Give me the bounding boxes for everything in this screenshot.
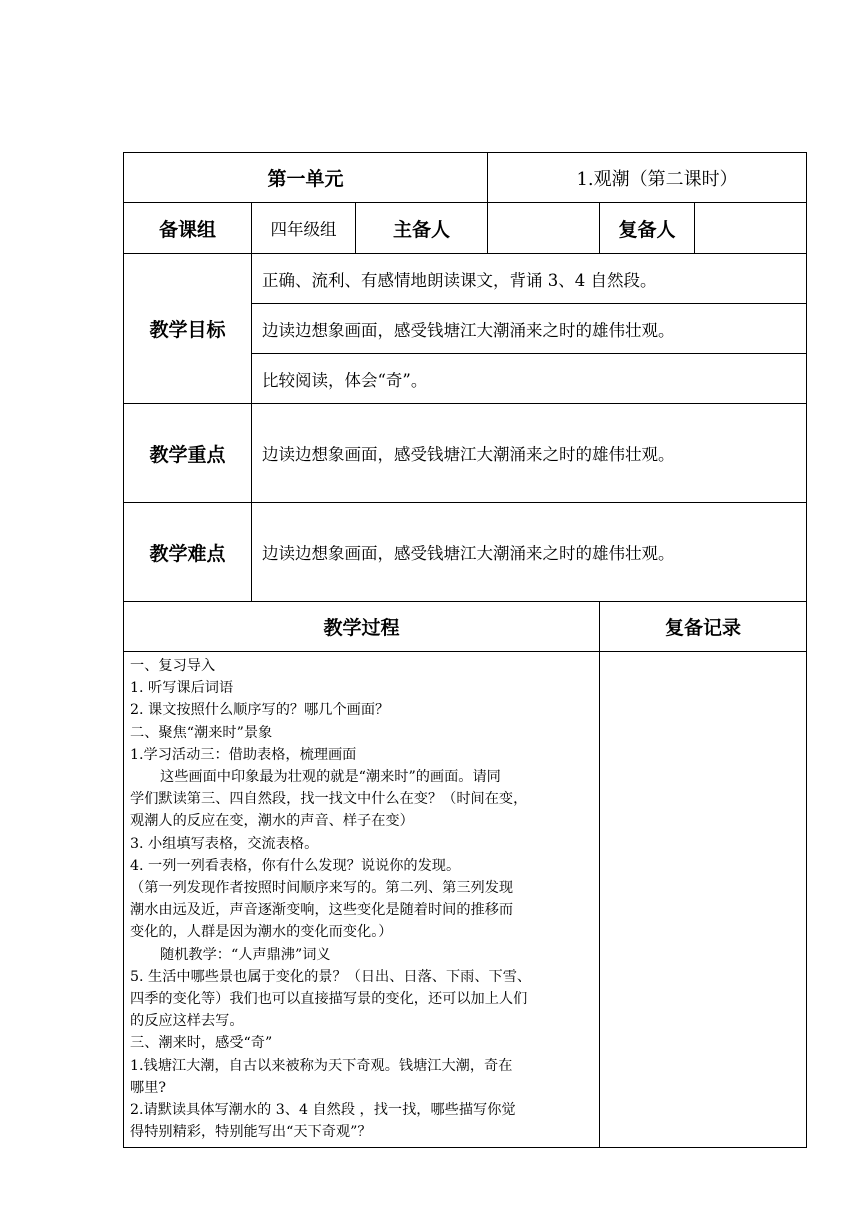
difficulty-row bbox=[124, 503, 807, 602]
key-point-text: 边读边想象画面，感受钱塘江大潮涌来之时的雄伟壮观。 bbox=[252, 404, 807, 503]
goal-item: 边读边想象画面，感受钱塘江大潮涌来之时的雄伟壮观。 bbox=[252, 304, 807, 354]
process-line: 这些画面中印象最为壮观的就是“潮来时”的画面。请同 bbox=[160, 769, 501, 786]
notes-content bbox=[600, 652, 807, 1148]
process-label: 教学过程 bbox=[124, 602, 600, 652]
header-row bbox=[124, 153, 807, 203]
process-line: 一、复习导入 bbox=[130, 658, 216, 674]
process-line: 三、潮来时，感受“奇” bbox=[130, 1035, 273, 1052]
group-label: 备课组 bbox=[124, 203, 252, 254]
unit-title: 第一单元 bbox=[124, 153, 488, 203]
process-line: 的反应这样去写。 bbox=[130, 1013, 244, 1030]
staff-row bbox=[124, 203, 807, 254]
process-line: 1.学习活动三：借助表格，梳理画面 bbox=[130, 746, 357, 763]
process-body-row bbox=[124, 652, 807, 1148]
goal-row-1 bbox=[124, 254, 807, 304]
reviewer-label: 复备人 bbox=[600, 203, 695, 254]
process-line: （第一列发现作者按照时间顺序来写的。第二列、第三列发现 bbox=[130, 880, 514, 897]
process-content bbox=[124, 652, 600, 1148]
goal-item: 比较阅读，体会“奇”。 bbox=[252, 354, 807, 404]
process-line: 哪里? bbox=[130, 1079, 166, 1096]
process-line: 学们默读第三、四自然段，找一找文中什么在变？（时间在变， bbox=[130, 791, 528, 808]
process-line: 随机教学：“人声鼎沸”词义 bbox=[160, 946, 331, 963]
goals-label: 教学目标 bbox=[124, 254, 252, 404]
process-line: 4. 一列一列看表格，你有什么发现？说说你的发现。 bbox=[130, 857, 461, 874]
process-line: 潮水由远及近，声音逐渐变响，这些变化是随着时间的推移而 bbox=[130, 902, 514, 919]
process-line: 1.钱塘江大潮，自古以来被称为天下奇观。钱塘江大潮，奇在 bbox=[130, 1057, 513, 1074]
process-line: 观潮人的反应在变，潮水的声音、样子在变） bbox=[130, 813, 414, 830]
difficulty-label: 教学难点 bbox=[124, 503, 252, 602]
notes-label: 复备记录 bbox=[600, 602, 807, 652]
reviewer-value bbox=[695, 203, 807, 254]
difficulty-text: 边读边想象画面，感受钱塘江大潮涌来之时的雄伟壮观。 bbox=[252, 503, 807, 602]
lesson-plan-table bbox=[123, 152, 807, 1148]
process-line: 1. 听写课后词语 bbox=[130, 680, 234, 697]
process-line: 2.请默读具体写潮水的 3、4 自然段 ，找一找，哪些描写你觉 bbox=[130, 1102, 516, 1119]
process-line: 5. 生活中哪些景也属于变化的景？（日出、日落、下雨、下雪、 bbox=[130, 968, 532, 985]
process-line: 二、聚焦“潮来时”景象 bbox=[130, 724, 273, 741]
process-line: 2. 课文按照什么顺序写的？哪几个画面？ bbox=[130, 702, 390, 719]
process-line: 变化的，人群是因为潮水的变化而变化。） bbox=[130, 924, 393, 941]
process-line: 四季的变化等）我们也可以直接描写景的变化，还可以加上人们 bbox=[130, 991, 528, 1008]
group-value: 四年级组 bbox=[252, 203, 356, 254]
main-preparer-label: 主备人 bbox=[356, 203, 488, 254]
process-line: 得特别精彩，特别能写出“天下奇观”？ bbox=[130, 1124, 372, 1141]
lesson-title: 1.观潮（第二课时） bbox=[488, 153, 807, 203]
process-header-row bbox=[124, 602, 807, 652]
process-line: 3. 小组填写表格，交流表格。 bbox=[130, 835, 319, 852]
main-preparer-value bbox=[488, 203, 600, 254]
key-point-row bbox=[124, 404, 807, 503]
key-point-label: 教学重点 bbox=[124, 404, 252, 503]
goal-item: 正确、流利、有感情地朗读课文，背诵 3、4 自然段。 bbox=[252, 254, 807, 304]
